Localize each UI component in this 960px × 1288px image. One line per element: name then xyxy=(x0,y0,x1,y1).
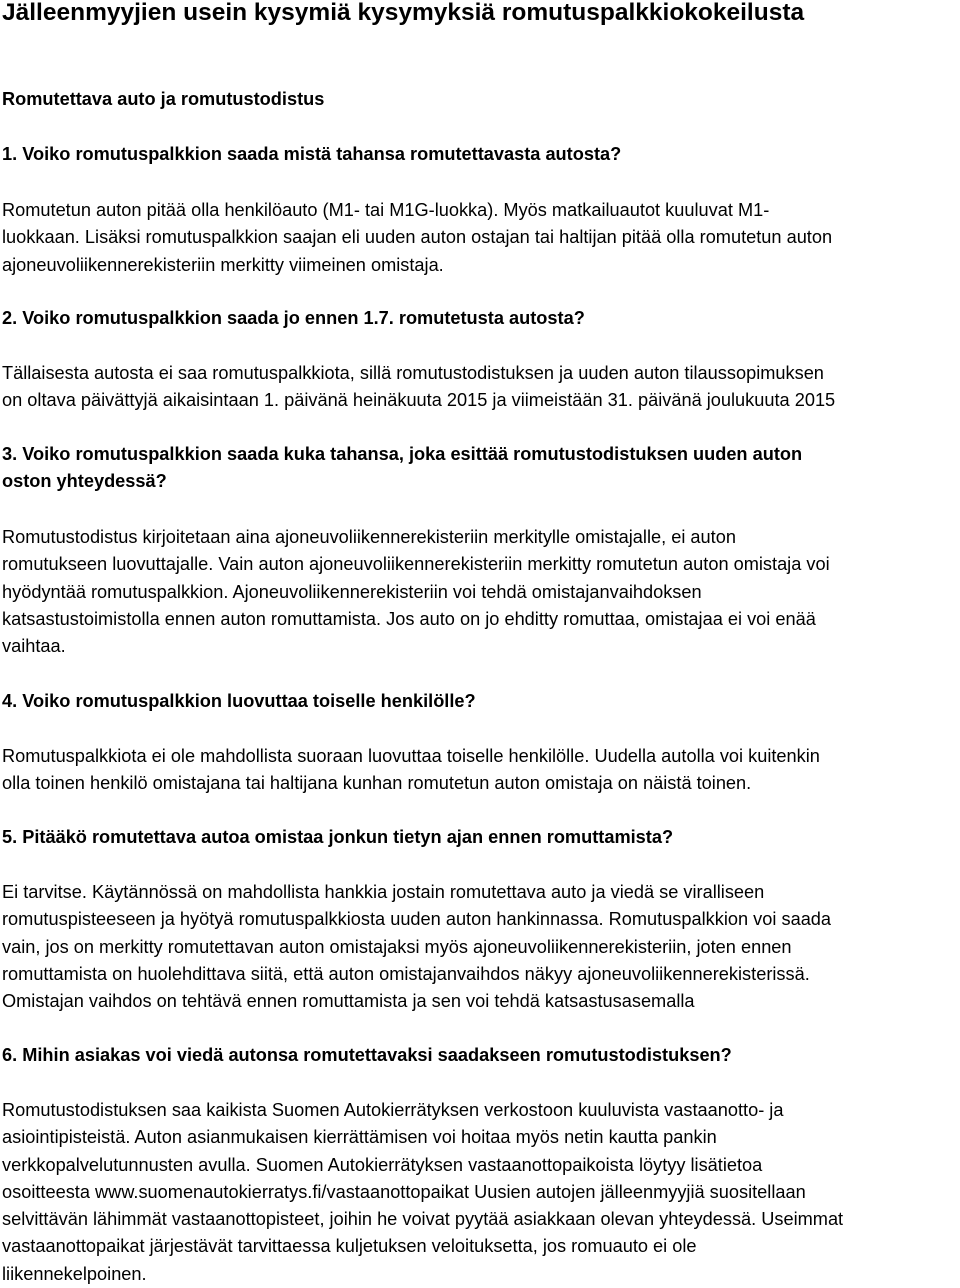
answer-line: katsastustoimistolla ennen auton romuttamista. Jos auto on jo ehditty romuttaa, omistajaa ei voi enää xyxy=(2,608,816,629)
question-1-answer xyxy=(2,197,832,279)
document-title: Jälleenmyyjien usein kysymiä kysymyksiä romutuspalkkiokokeilusta xyxy=(2,0,805,26)
answer-line: osoitteesta www.suomenautokierratys.fi/vastaanottopaikat Uusien autojen jälleenmyyjiä suositellaan xyxy=(2,1181,806,1202)
question-heading-line: 5. Pitääkö romutettava autoa omistaa jonkun tietyn ajan ennen romuttamista? xyxy=(2,827,674,847)
answer-line: vastaanottopaikat järjestävät tarvittaessa kuljetuksen veloituksetta, jos romuauto ei ole xyxy=(2,1236,697,1257)
question-2-answer xyxy=(2,360,835,415)
question-3-heading xyxy=(2,441,802,495)
question-5-heading xyxy=(2,824,673,851)
answer-line: vaihtaa. xyxy=(2,636,66,657)
answer-line: ajoneuvoliikennerekisteriin merkitty viimeinen omistaja. xyxy=(2,254,444,275)
answer-line: Romutuspalkkiota ei ole mahdollista suoraan luovuttaa toiselle henkilölle. Uudella autolla voi kuitenkin xyxy=(2,746,820,766)
answer-line: liikennekelpoinen. xyxy=(2,1263,147,1284)
answer-line: verkkopalvelutunnusten avulla. Suomen Autokierrätyksen vastaanottopaikoista löytyy lisätietoa xyxy=(2,1154,763,1175)
answer-line: selvittävän lähimmät vastaanottopisteet, joihin he voivat pyytää asiakkaan olevan yhteydessä. Useimmat xyxy=(2,1209,844,1230)
question-heading-line: 2. Voiko romutuspalkkion saada jo ennen 1.7. romutetusta autosta? xyxy=(2,308,585,328)
question-heading-line: 4. Voiko romutuspalkkion luovuttaa toiselle henkilölle? xyxy=(2,691,476,711)
answer-line: romuttamista on huolehdittava siitä, että auton omistajanvaihdos näkyy ajoneuvoliikennerekisterissä. xyxy=(2,963,810,984)
question-heading-line: 6. Mihin asiakas voi viedä autonsa romutettavaksi saadakseen romutustodistuksen? xyxy=(2,1045,732,1065)
question-2-heading xyxy=(2,305,585,332)
answer-line: Tällaisesta autosta ei saa romutuspalkkiota, sillä romutustodistuksen ja uuden auton tilaussopimuksen xyxy=(2,363,824,383)
answer-line: Romutustodistuksen saa kaikista Suomen Autokierrätyksen verkostoon kuuluvista vastaanotto- ja xyxy=(2,1100,784,1120)
answer-line: olla toinen henkilö omistajana tai haltijana kunhan romutetun auton omistaja on näistä toinen. xyxy=(2,773,752,794)
answer-line: on oltava päivättyjä aikaisintaan 1. päivänä heinäkuuta 2015 ja viimeistään 31. päivänä joulukuuta 2015 xyxy=(2,390,836,411)
answer-line: Romutustodistus kirjoitetaan aina ajoneuvoliikennerekisteriin merkitylle omistajalle, ei auton xyxy=(2,527,736,547)
answer-line: Omistajan vaihdos on tehtävä ennen romuttamista ja sen voi tehdä katsastusasemalla xyxy=(2,991,695,1012)
question-heading-line: 1. Voiko romutuspalkkion saada mistä tahansa romutettavasta autosta? xyxy=(2,144,622,164)
question-1-heading xyxy=(2,141,621,168)
answer-line: Romutetun auton pitää olla henkilöauto (M1- tai M1G-luokka). Myös matkailuautot kuuluvat M1- xyxy=(2,200,770,220)
answer-line: Ei tarvitse. Käytännössä on mahdollista hankkia jostain romutettava auto ja viedä se viralliseen xyxy=(2,882,765,902)
answer-line: asiointipisteistä. Auton asianmukaisen kierrättämisen voi hoitaa myös netin kautta pankin xyxy=(2,1127,717,1148)
answer-line: romutukseen luovuttajalle. Vain auton ajoneuvoliikennerekisteriin merkitty romutetun auton omistaja voi xyxy=(2,554,830,575)
question-heading-line: oston yhteydessä? xyxy=(2,471,167,491)
answer-line: vain, jos on merkitty romutettavan auton omistajaksi myös ajoneuvoliikennerekisteriin, joten ennen xyxy=(2,936,792,957)
answer-line: luokkaan. Lisäksi romutuspalkkion saajan eli uuden auton ostajan tai haltijan pitää olla romutetun auton xyxy=(2,227,833,248)
question-6-heading xyxy=(2,1042,732,1069)
question-6-answer xyxy=(2,1097,843,1288)
question-4-answer xyxy=(2,743,820,798)
question-3-answer xyxy=(2,524,830,660)
answer-line: hyödyntää romutuspalkkion. Ajoneuvoliikennerekisteriin voi tehdä omistajanvaihdoksen xyxy=(2,581,702,602)
question-heading-line: 3. Voiko romutuspalkkion saada kuka tahansa, joka esittää romutustodistuksen uuden auton xyxy=(2,444,803,464)
question-4-heading xyxy=(2,688,476,715)
answer-line: romutuspisteeseen ja hyötyä romutuspalkkiosta uuden auton hankinnassa. Romutuspalkkion voi saada xyxy=(2,909,832,930)
section-heading: Romutettava auto ja romutustodistus xyxy=(2,89,325,109)
question-5-answer xyxy=(2,879,831,1015)
